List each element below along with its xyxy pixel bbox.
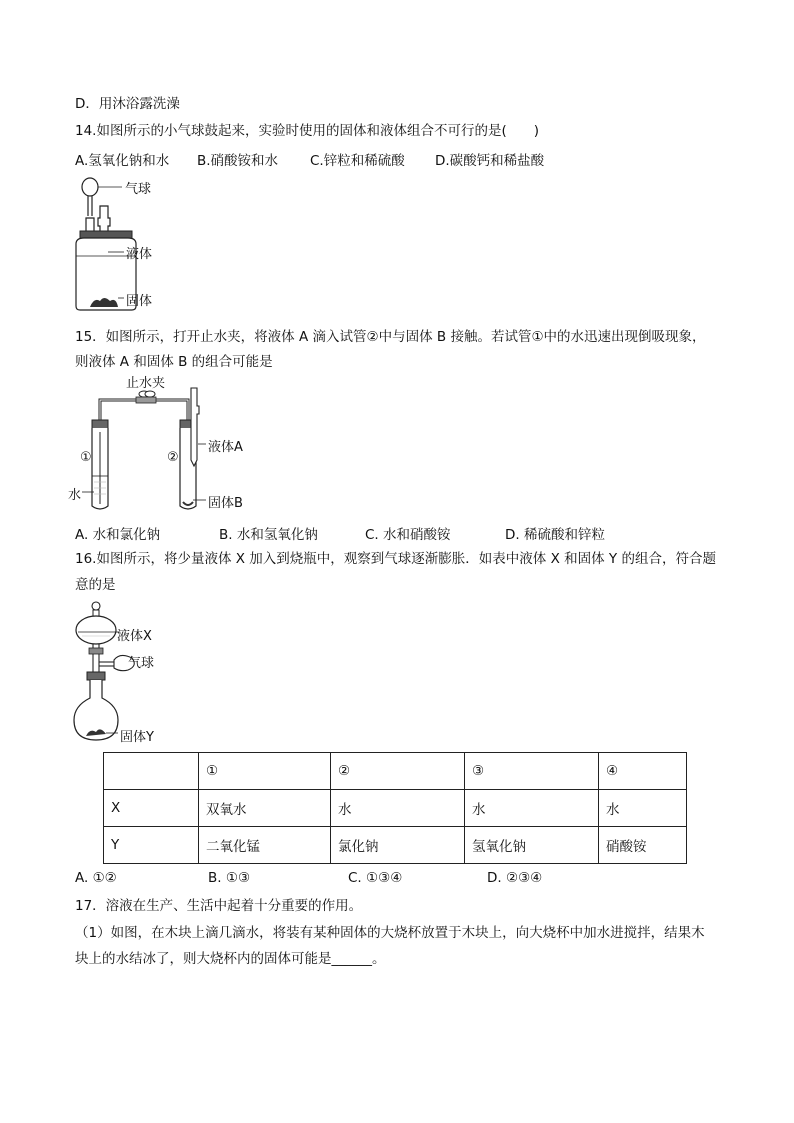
- q16-options: [75, 870, 575, 888]
- q16-table: [103, 752, 687, 864]
- label-solid: 固体: [126, 294, 153, 309]
- label-solid-b: 固体B: [208, 496, 243, 511]
- q16-option-a: A. ①②: [75, 870, 117, 886]
- q17-stem: 17．溶液在生产、生活中起着十分重要的作用。: [75, 898, 363, 914]
- q15-stem-line1: 15．如图所示，打开止水夹，将液体 A 滴入试管②中与固体 B 接触。若试管①中的水迅速出现倒吸现象，: [75, 329, 706, 345]
- table-cell: X: [104, 790, 199, 827]
- table-cell: 水: [331, 790, 465, 827]
- table-cell: [104, 753, 199, 790]
- table-cell: 二氧化锰: [199, 827, 331, 864]
- table-cell: ④: [599, 753, 687, 790]
- q14-options: [75, 149, 635, 167]
- table-cell: ③: [465, 753, 599, 790]
- table-cell: 水: [599, 790, 687, 827]
- table-row: [104, 827, 687, 864]
- q15-stem-line2: 则液体 A 和固体 B 的组合可能是: [75, 354, 273, 370]
- q14-option-a: A.氢氧化钠和水: [75, 153, 170, 169]
- q14-option-d: D.碳酸钙和稀盐酸: [435, 153, 545, 169]
- table-cell: 氢氧化钠: [465, 827, 599, 864]
- label-liquid-x: 液体X: [117, 629, 152, 644]
- label-clamp: 止水夹: [126, 376, 166, 391]
- q15-figure: [68, 376, 262, 514]
- q16-figure: [70, 600, 200, 746]
- q14-stem: 14.如图所示的小气球鼓起来，实验时使用的固体和液体组合不可行的是( ): [75, 123, 540, 139]
- label-tube-1: ①: [80, 450, 92, 465]
- table-cell: ②: [331, 753, 465, 790]
- label-liquid: 液体: [126, 247, 153, 262]
- q17-part1-line2: 块上的水结冰了，则大烧杯内的固体可能是______。: [75, 951, 386, 967]
- q14-option-c: C.锌粒和稀硫酸: [310, 153, 405, 169]
- table-cell: 双氧水: [199, 790, 331, 827]
- q16-stem-line1: 16.如图所示，将少量液体 X 加入到烧瓶中，观察到气球逐渐膨胀．如表中液体 X 和固体 Y 的组合，符合题: [75, 551, 716, 567]
- table-cell: 氯化钠: [331, 827, 465, 864]
- table-cell: Y: [104, 827, 199, 864]
- q16-stem-line2: 意的是: [75, 577, 116, 593]
- label-liquid-a: 液体A: [208, 440, 243, 455]
- table-cell: ①: [199, 753, 331, 790]
- label-water: 水: [68, 488, 82, 503]
- q16-option-c: C. ①③④: [348, 870, 403, 886]
- q16-option-d: D. ②③④: [487, 870, 543, 886]
- q15-option-b: B. 水和氢氧化钠: [219, 527, 318, 543]
- table-cell: 水: [465, 790, 599, 827]
- q17-part1-line1: （1）如图，在木块上滴几滴水，将装有某种固体的大烧杯放置于木块上，向大烧杯中加水进搅拌，结果木: [75, 925, 705, 941]
- table-header-row: [104, 753, 687, 790]
- q13-option-d: D．用沐浴露洗澡: [75, 96, 180, 112]
- label-balloon: 气球: [128, 656, 155, 671]
- q15-option-a: A. 水和氯化钠: [75, 527, 161, 543]
- table-cell: 硝酸铵: [599, 827, 687, 864]
- q14-figure: [70, 174, 170, 314]
- q15-options: [75, 523, 695, 541]
- table-row: [104, 790, 687, 827]
- q16-option-b: B. ①③: [208, 870, 251, 886]
- balloon-shape: [82, 178, 98, 196]
- q15-option-c: C. 水和硝酸铵: [365, 527, 451, 543]
- q14-option-b: B.硝酸铵和水: [197, 153, 279, 169]
- label-solid-y: 固体Y: [120, 730, 154, 745]
- label-balloon: 气球: [125, 182, 152, 197]
- label-tube-2: ②: [167, 450, 179, 465]
- q15-option-d: D. 稀硫酸和锌粒: [505, 527, 605, 543]
